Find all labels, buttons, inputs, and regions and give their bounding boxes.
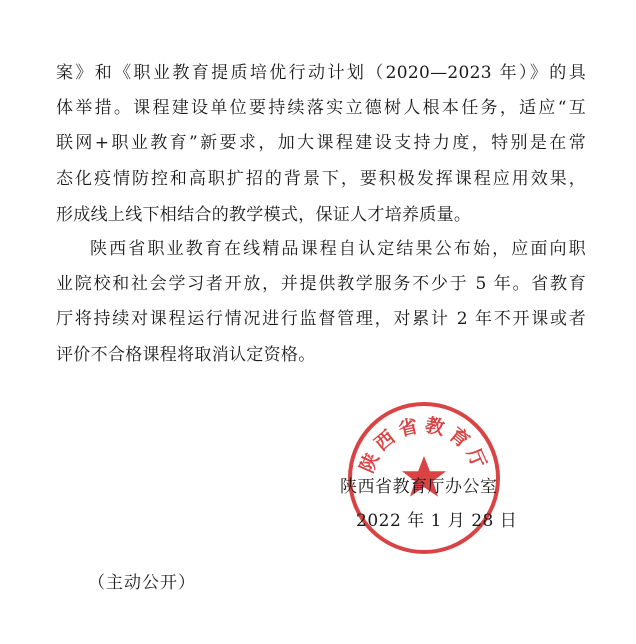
paragraph1-line-2: 体举措。课程建设单位要持续落实立德树人根本任务，适应“互: [56, 98, 586, 118]
seal-text: 陕西省教育厅: [355, 414, 493, 477]
paragraph2-line-1: 陕西省职业教育在线精品课程自认定结果公布始，应面向职: [90, 239, 586, 259]
paragraph1-line-1: 案》和《职业教育提质培优行动计划（2020—2023 年）》的具: [56, 63, 586, 83]
paragraph2-line-3: 厅将持续对课程运行情况进行监督管理，对累计 2 年不开课或者: [56, 309, 586, 329]
disclosure-note: （主动公开）: [88, 573, 196, 593]
paragraph2-line-2: 业院校和社会学习者开放，并提供教学服务不少于 5 年。省教育: [56, 274, 586, 294]
paragraph2-line-4: 评价不合格课程将取消认定资格。: [56, 345, 316, 365]
paragraph1-line-3: 联网+职业教育”新要求，加大课程建设支持力度，特别是在常: [56, 133, 586, 153]
paragraph1-line-5: 形成线上线下相结合的教学模式，保证人才培养质量。: [56, 205, 472, 225]
issue-date: 2022 年 1 月 28 日: [356, 511, 518, 531]
paragraph1-line-4: 态化疫情防控和高职扩招的背景下，要积极发挥课程应用效果，: [56, 169, 586, 189]
issuing-office: 陕西省教育厅办公室: [340, 477, 498, 497]
